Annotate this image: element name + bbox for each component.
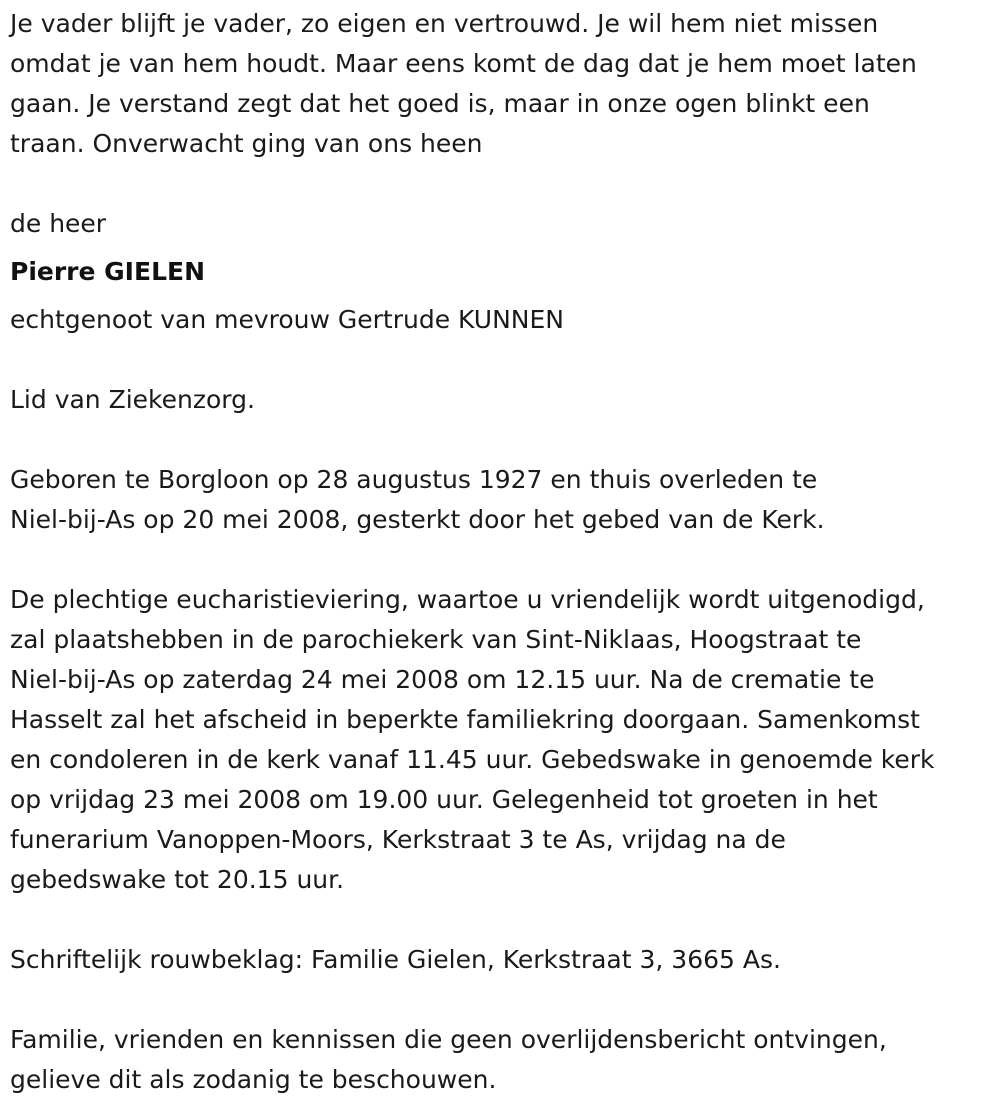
- closing-line: Familie, vrienden en kennissen die geen overlijdensbericht ontvingen,: [10, 1025, 887, 1054]
- spouse-line: echtgenoot van mevrouw Gertrude KUNNEN: [10, 305, 564, 334]
- ceremony-line: zal plaatshebben in de parochiekerk van Sint-Niklaas, Hoogstraat te: [10, 625, 862, 654]
- birth-death-line: Niel-bij-As op 20 mei 2008, gesterkt door het gebed van de Kerk.: [10, 505, 825, 534]
- closing-paragraph: [10, 1020, 995, 1100]
- obituary-notice: [10, 4, 995, 1100]
- intro-line: omdat je van hem houdt. Maar eens komt de dag dat je hem moet laten: [10, 49, 917, 78]
- intro-line: gaan. Je verstand zegt dat het goed is, maar in onze ogen blinkt een: [10, 89, 870, 118]
- intro-line: Je vader blijft je vader, zo eigen en vertrouwd. Je wil hem niet missen: [10, 9, 879, 38]
- membership: Lid van Ziekenzorg.: [10, 385, 255, 414]
- spacer: [10, 540, 995, 580]
- birth-death-paragraph: [10, 460, 995, 540]
- ceremony-line: De plechtige eucharistieviering, waartoe u vriendelijk wordt uitgenodigd,: [10, 585, 925, 614]
- spacer: [10, 164, 995, 204]
- intro-paragraph: [10, 4, 995, 164]
- ceremony-line: en condoleren in de kerk vanaf 11.45 uur. Gebedswake in genoemde kerk: [10, 745, 935, 774]
- ceremony-line: Hasselt zal het afscheid in beperkte familiekring doorgaan. Samenkomst: [10, 705, 920, 734]
- spacer: [10, 980, 995, 1020]
- spacer: [10, 340, 995, 380]
- ceremony-paragraph: [10, 580, 995, 900]
- ceremony-line: gebedswake tot 20.15 uur.: [10, 865, 345, 894]
- condolence-address: Schriftelijk rouwbeklag: Familie Gielen, Kerkstraat 3, 3665 As.: [10, 945, 781, 974]
- deceased-name: Pierre GIELEN: [10, 257, 205, 286]
- closing-line: gelieve dit als zodanig te beschouwen.: [10, 1065, 497, 1094]
- title-prefix: de heer: [10, 209, 107, 238]
- ceremony-line: funerarium Vanoppen-Moors, Kerkstraat 3 te As, vrijdag na de: [10, 825, 786, 854]
- spacer: [10, 900, 995, 940]
- ceremony-line: Niel-bij-As op zaterdag 24 mei 2008 om 12.15 uur. Na de crematie te: [10, 665, 875, 694]
- ceremony-line: op vrijdag 23 mei 2008 om 19.00 uur. Gelegenheid tot groeten in het: [10, 785, 878, 814]
- spacer: [10, 420, 995, 460]
- birth-death-line: Geboren te Borgloon op 28 augustus 1927 en thuis overleden te: [10, 465, 818, 494]
- intro-line: traan. Onverwacht ging van ons heen: [10, 129, 483, 158]
